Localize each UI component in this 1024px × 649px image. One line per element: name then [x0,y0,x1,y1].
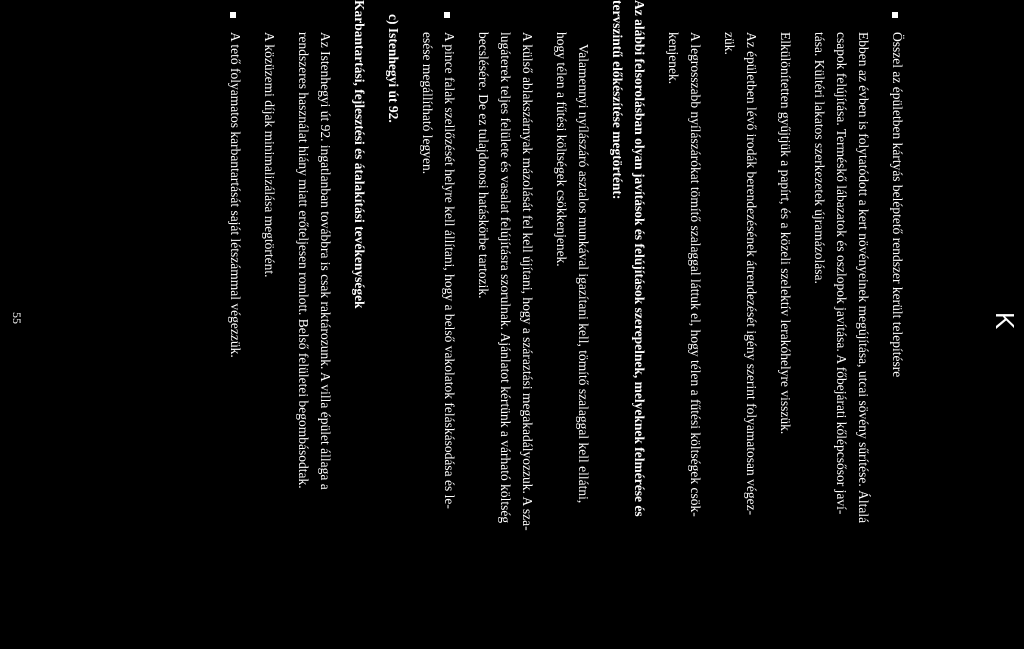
paragraph-offices-line-1: Az épületben lévő irodák berendezésének átrendezését igény szerint folyamatosan végez- [744,32,759,516]
paragraph-windows-line-1: A legrosszabb nyílászárókat tömítő szalaggal láttuk el, hogy télen a fűtési költségek csök- [688,32,703,517]
bullet-marker [444,12,450,18]
paragraph-joinery-line-1: Valamennyi nyílászáró asztalos munkával igazítani kell, tömítő szalaggal kell ellátni, [576,44,591,504]
header-letter: K [990,312,1020,330]
bullet-item-roof: A tető folyamatos karbantartását saját létszámmal végezzük. [228,32,243,358]
paragraph-paper-recycling: Elkülönítetten gyűjtjük a papírt, és a közeli szelektív lerakóhelyre visszük. [778,32,793,435]
paragraph-garden-line-3: tása. Kültéri lakatos szerkezetek újramázolása. [812,32,827,284]
paragraph-sashes-line-3: becslésére. De ez tulajdonosi hatáskörbe tartozik. [476,32,491,299]
paragraph-joinery-line-2: hogy télen a fűtési költségek csökkenjenek. [554,32,569,267]
heading-repairs-line-2: tervszintű előkészítése megtörtént: [610,0,625,200]
paragraph-offices-line-2: zük. [722,32,737,55]
bullet-item-cellar-line-2: esése megállítható legyen. [420,32,435,175]
paragraph-istenhegyi-line-2: rendszeres használat hiány miatt erőteljesen romlott. Belső felületei begombásodtak. [296,32,311,489]
bullet-marker [892,12,898,18]
bullet-item-card-system: Összel az épületben kártyás beléptető rendszer került telepítésre [890,32,905,378]
paragraph-garden-line-2: csapok felújítása. Terméskő lábazatok és oszlopok javítása. A főbejárati kőlépcsősor javí- [834,32,849,515]
bullet-item-cellar-line-1: A pince falak szellőzését helyre kell állítani, hogy a belső vakolatok feláskásodása és le- [442,32,457,509]
section-heading-c: c) Istenhegyi út 92. [386,14,401,123]
page-number: 55 [10,312,24,324]
paragraph-windows-line-2: kenjenek. [666,32,681,85]
heading-repairs-line-1: Az alábbi felsorolásban olyan javítások és felújítások szerepelnek, melyeknek felmérése és [632,0,647,517]
paragraph-sashes-line-1: A külső ablakszárnyak mázolását fel kell újítani, hogy a száraztási megakadályozzuk. A sza- [520,32,535,531]
paragraph-utility-fees: A közüzemi díjak minimalizálása megtörtént. [262,32,277,278]
paragraph-garden-line-1: Ebben az évben is folytatódott a kert növényeinek megújítása, utcai sövény sűrítése. Általá [856,32,871,524]
paragraph-sashes-line-2: lugáterek teljes felülete és vasalat felújításra szorulnak. Ajánlatot kértünk a várható költség [498,32,513,524]
bullet-marker [230,12,236,18]
heading-maintenance: Karbantartási, fejlesztési és átalakítási tevékenységek [352,0,367,309]
paragraph-istenhegyi-line-1: Az Istenhegyi út 92. ingatlanban továbbra is csak raktározunk. A villa épület állaga a [318,32,333,490]
